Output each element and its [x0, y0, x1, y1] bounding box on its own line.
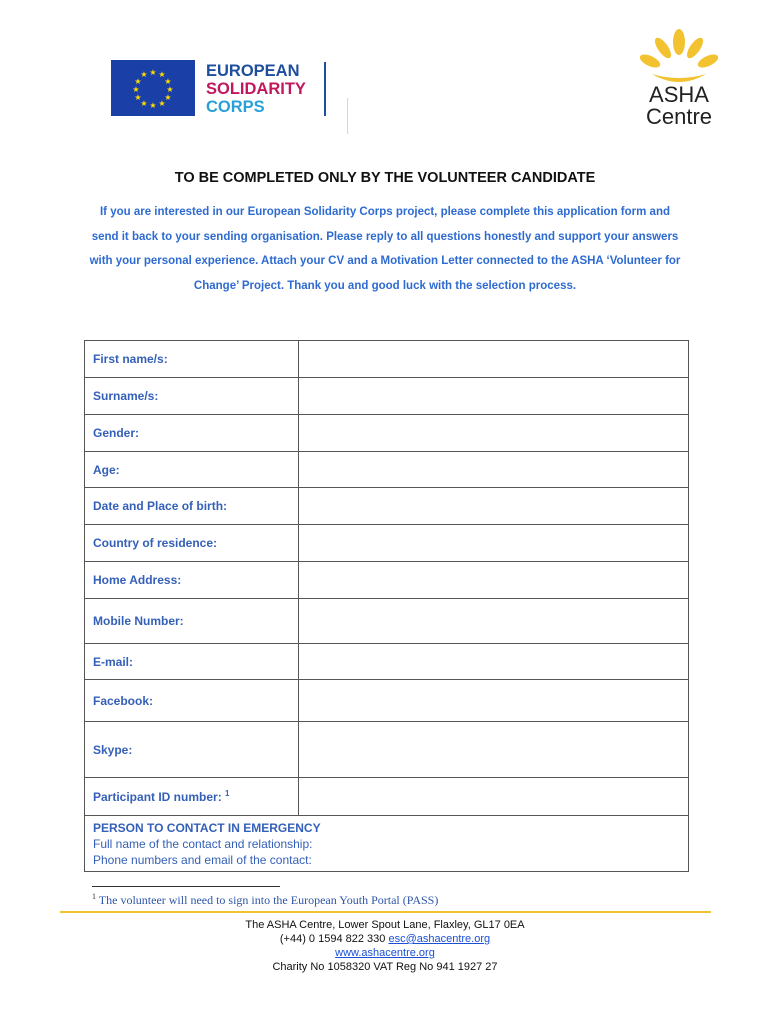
esc-logo-line1: EUROPEAN: [206, 62, 300, 80]
form-row-country: [85, 525, 689, 562]
application-form-table: [84, 340, 689, 872]
footnote-ref: 1: [225, 789, 230, 798]
asha-logo-line1: ASHA: [649, 82, 709, 107]
european-solidarity-corps-logo: [111, 60, 351, 136]
form-row-gender: [85, 415, 689, 452]
field-label: Age:: [85, 452, 299, 488]
age-input[interactable]: [299, 452, 689, 488]
form-row-email: [85, 644, 689, 680]
form-title: TO BE COMPLETED ONLY BY THE VOLUNTEER CANDIDATE: [174, 170, 596, 186]
email-input[interactable]: [299, 644, 689, 680]
skype-input[interactable]: [299, 722, 689, 778]
emergency-line2: Phone numbers and email of the contact:: [93, 852, 312, 867]
esc-logo-divider-light: [347, 98, 348, 134]
footer: [0, 918, 770, 974]
form-row-first-name: [85, 341, 689, 378]
gender-input[interactable]: [299, 415, 689, 452]
asha-logo-text: [638, 84, 720, 128]
footer-website-link[interactable]: www.ashacentre.org: [335, 947, 435, 959]
footnote: [92, 892, 438, 908]
mobile-number-input[interactable]: [299, 599, 689, 644]
field-label: First name/s:: [85, 341, 299, 378]
field-label: Country of residence:: [85, 525, 299, 562]
footer-divider: [60, 911, 711, 913]
svg-text:★: ★: [134, 93, 142, 102]
home-address-input[interactable]: [299, 562, 689, 599]
asha-centre-logo: [630, 28, 730, 132]
footer-contact-line: [0, 932, 770, 946]
svg-text:★: ★: [158, 99, 166, 108]
emergency-line1: Full name of the contact and relationship:: [93, 836, 313, 851]
svg-text:★: ★: [134, 77, 142, 86]
svg-text:★: ★: [140, 99, 148, 108]
field-label: Mobile Number:: [85, 599, 299, 644]
svg-text:★: ★: [164, 77, 172, 86]
footnote-text: The volunteer will need to sign into the European Youth Portal (PASS): [98, 893, 439, 907]
footnote-mark: 1: [92, 892, 96, 901]
svg-text:★: ★: [140, 70, 148, 79]
esc-logo-divider: [324, 62, 326, 116]
participant-id-label: Participant ID number:: [93, 790, 222, 804]
field-label: Date and Place of birth:: [85, 488, 299, 525]
form-row-address: [85, 562, 689, 599]
footer-charity: Charity No 1058320 VAT Reg No 941 1927 27: [272, 961, 498, 973]
intro-paragraph: If you are interested in our European Solidarity Corps project, please complete this application form and send it back to your sending organisation. Please reply to all questions honestly and support your answers with your personal experience. Attach your CV and a Motivation Letter connected to the ASHA ‘Volunteer for Change’ Project. Thank you and good luck with the selection process.: [89, 206, 681, 292]
svg-text:★: ★: [149, 101, 157, 110]
asha-logo-line2: Centre: [645, 104, 713, 129]
esc-logo-line2: SOLIDARITY: [206, 80, 306, 98]
field-label: Home Address:: [85, 562, 299, 599]
esc-logo-text: [206, 62, 306, 116]
eu-flag-icon: [111, 60, 195, 116]
form-row-facebook: [85, 680, 689, 722]
field-label: E-mail:: [85, 644, 299, 680]
footnote-divider: [92, 886, 280, 887]
form-row-skype: [85, 722, 689, 778]
form-row-mobile: [85, 599, 689, 644]
footer-email-link[interactable]: esc@ashacentre.org: [388, 933, 491, 945]
footer-address: The ASHA Centre, Lower Spout Lane, Flaxley, GL17 0EA: [245, 919, 525, 931]
emergency-contact-field[interactable]: [85, 816, 689, 872]
svg-text:★: ★: [158, 70, 166, 79]
form-row-participant-id: [85, 778, 689, 816]
form-row-emergency: [85, 816, 689, 872]
field-label: Facebook:: [85, 680, 299, 722]
asha-flower-icon: [630, 28, 730, 88]
field-label: Skype:: [85, 722, 299, 778]
participant-id-input[interactable]: [299, 778, 689, 816]
form-row-age: [85, 452, 689, 488]
svg-text:★: ★: [149, 68, 157, 77]
footer-phone: (+44) 0 1594 822 330: [279, 933, 386, 945]
field-label: Gender:: [85, 415, 299, 452]
svg-text:★: ★: [132, 85, 140, 94]
svg-text:★: ★: [166, 85, 174, 94]
esc-logo-line3: CORPS: [206, 98, 265, 116]
facebook-input[interactable]: [299, 680, 689, 722]
svg-text:★: ★: [164, 93, 172, 102]
form-row-surname: [85, 378, 689, 415]
date-place-birth-input[interactable]: [299, 488, 689, 525]
emergency-heading: PERSON TO CONTACT IN EMERGENCY: [93, 820, 321, 835]
form-row-birth: [85, 488, 689, 525]
field-label-participant-id: [85, 778, 299, 816]
field-label: Surname/s:: [85, 378, 299, 415]
surname-input[interactable]: [299, 378, 689, 415]
first-name-input[interactable]: [299, 341, 689, 378]
country-input[interactable]: [299, 525, 689, 562]
